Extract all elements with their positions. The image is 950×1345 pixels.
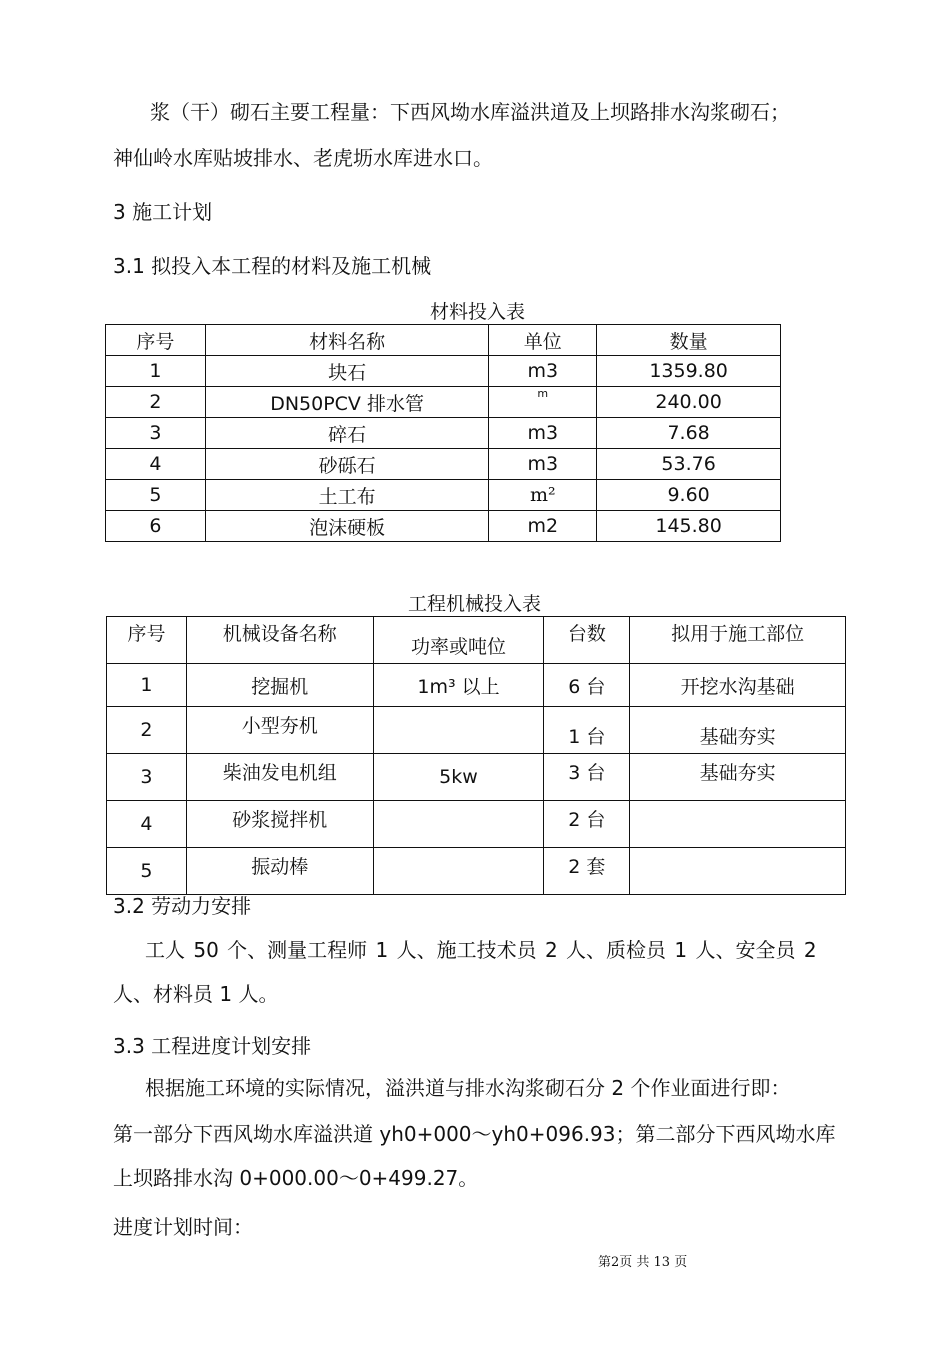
table-cell: 6 [106,511,206,542]
table-cell: 6 台 [544,664,630,707]
table-cell: 砂砾石 [205,449,489,480]
table-cell: 基础夯实 [630,707,846,754]
table-cell: 砂浆搅拌机 [186,801,373,848]
table-cell: m3 [489,356,597,387]
header-cell: 台数 [544,617,630,664]
paragraph-line: 工人 50 个、测量工程师 1 人、施工技术员 2 人、质检员 1 人、安全员 2 [145,938,817,962]
paragraph-line: 第一部分下西风坳水库溢洪道 yh0+000～yh0+096.93；第二部分下西风坳水库 [113,1122,836,1146]
table-cell: 1 台 [544,707,630,754]
paragraph-line: 上坝路排水沟 0+000.00～0+499.27。 [113,1166,479,1190]
table-header-row [107,617,846,664]
table-cell: 土工布 [205,480,489,511]
table-cell: m3 [489,418,597,449]
table-cell: 基础夯实 [630,754,846,801]
header-cell: 功率或吨位 [373,617,544,664]
paragraph-line: 浆（干）砌石主要工程量：下西风坳水库溢洪道及上坝路排水沟浆砌石； [150,100,790,124]
table-cell: 2 套 [544,848,630,895]
table-cell: 9.60 [597,480,781,511]
table-header-row [106,325,781,356]
table-row [106,418,781,449]
table-cell: 7.68 [597,418,781,449]
subsection-heading: 3.2 劳动力安排 [113,894,252,918]
table-cell: 块石 [205,356,489,387]
table-row [107,848,846,895]
table-cell: 3 台 [544,754,630,801]
header-cell: 机械设备名称 [186,617,373,664]
table-cell: 碎石 [205,418,489,449]
header-cell: 序号 [106,325,206,356]
table-cell [373,801,544,848]
table-cell: 5 [107,848,187,895]
header-cell: 序号 [107,617,187,664]
machines-table-caption: 工程机械投入表 [408,593,542,615]
table-cell [630,801,846,848]
table-cell: 4 [107,801,187,848]
table-cell: m² [489,480,597,511]
table-cell [373,848,544,895]
table-cell: 1 [107,664,187,707]
header-cell: 材料名称 [205,325,489,356]
table-cell: 1 [106,356,206,387]
materials-table-caption: 材料投入表 [430,301,526,323]
table-cell: 3 [106,418,206,449]
page-footer: 第2页 共 13 页 [598,1255,688,1270]
section-heading: 3 施工计划 [113,200,213,224]
table-cell: m [489,387,597,418]
table-cell: 1m³ 以上 [373,664,544,707]
table-row [106,511,781,542]
table-cell: 挖掘机 [186,664,373,707]
table-row [106,387,781,418]
table-row [107,707,846,754]
table-cell: 53.76 [597,449,781,480]
table-cell: 5kw [373,754,544,801]
table-row [107,664,846,707]
paragraph-line: 根据施工环境的实际情况，溢洪道与排水沟浆砌石分 2 个作业面进行即： [145,1076,791,1100]
table-cell: 240.00 [597,387,781,418]
paragraph-line: 人、材料员 1 人。 [113,982,279,1006]
table-cell: 4 [106,449,206,480]
table-cell: m3 [489,449,597,480]
paragraph-line: 神仙岭水库贴坡排水、老虎坜水库进水口。 [113,146,493,170]
table-cell: 柴油发电机组 [186,754,373,801]
table-cell: m2 [489,511,597,542]
subsection-heading: 3.3 工程进度计划安排 [113,1034,312,1058]
table-cell [373,707,544,754]
table-cell: 1359.80 [597,356,781,387]
table-cell: 泡沫硬板 [205,511,489,542]
table-cell: 振动棒 [186,848,373,895]
machines-table [106,616,846,895]
table-cell: 145.80 [597,511,781,542]
table-row [107,801,846,848]
table-row [107,754,846,801]
table-row [106,480,781,511]
table-cell: 2 [107,707,187,754]
table-cell: 5 [106,480,206,511]
table-cell: 小型夯机 [186,707,373,754]
table-row [106,356,781,387]
table-cell: 3 [107,754,187,801]
table-cell: 开挖水沟基础 [630,664,846,707]
paragraph-line: 进度计划时间： [113,1215,253,1239]
subsection-heading: 3.1 拟投入本工程的材料及施工机械 [113,254,432,278]
header-cell: 数量 [597,325,781,356]
header-cell: 单位 [489,325,597,356]
header-cell: 拟用于施工部位 [630,617,846,664]
table-cell: DN50PCV 排水管 [205,387,489,418]
materials-table [105,324,781,542]
table-cell [630,848,846,895]
table-cell: 2 [106,387,206,418]
table-cell: 2 台 [544,801,630,848]
table-row [106,449,781,480]
